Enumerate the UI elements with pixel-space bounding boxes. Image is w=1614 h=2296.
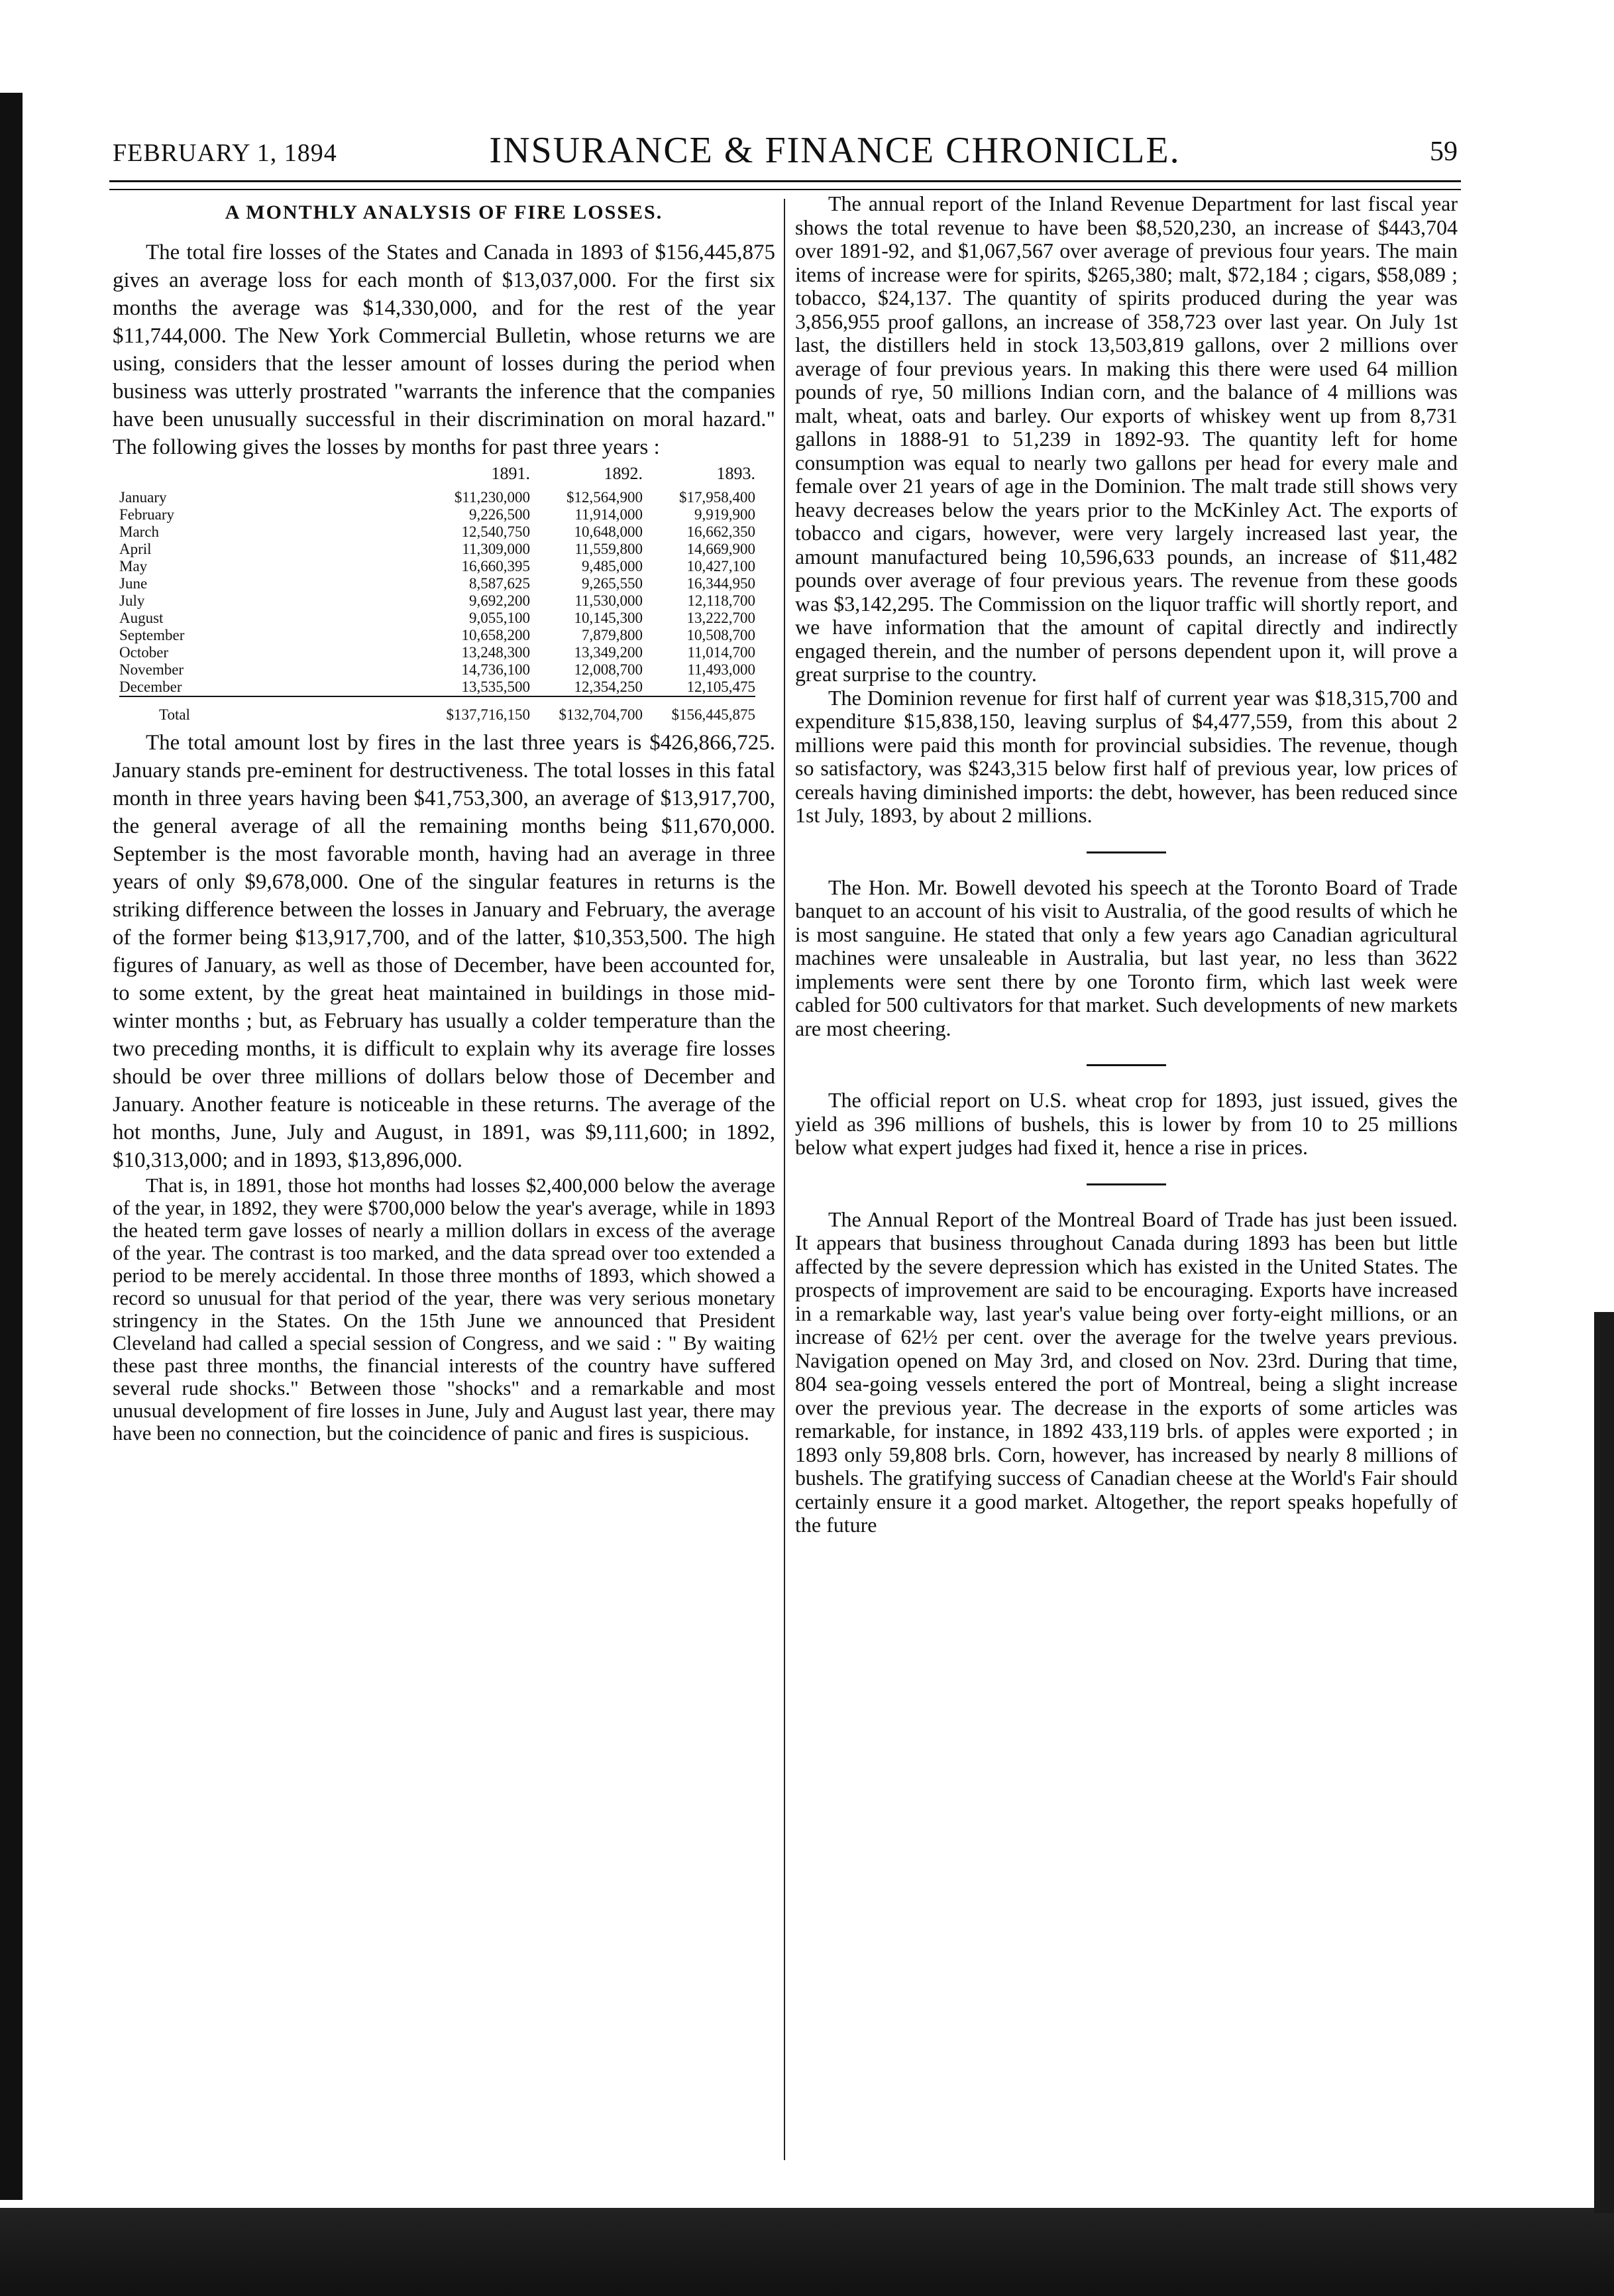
value-1893-cell: 11,493,000 — [687, 661, 755, 678]
right-column — [795, 192, 1458, 1537]
table-header-blank — [119, 465, 417, 489]
table-row — [119, 610, 755, 627]
total-1892: $132,704,700 — [530, 696, 643, 724]
scan-border-left — [0, 93, 23, 2296]
page-number: 59 — [1430, 137, 1458, 167]
value-1892-cell: 12,354,250 — [574, 679, 643, 695]
month-cell: November — [119, 661, 184, 678]
value-1891-cell: 9,055,100 — [469, 610, 530, 626]
month-cell: December — [119, 679, 182, 695]
table-row — [119, 523, 755, 541]
table-header-1892: 1892. — [604, 464, 643, 483]
section-divider — [1087, 1183, 1166, 1185]
value-1892-cell: 9,485,000 — [582, 558, 643, 574]
value-1893-cell: 9,919,900 — [694, 506, 755, 523]
month-cell: April — [119, 541, 152, 557]
value-1893-cell: 16,662,350 — [686, 523, 755, 540]
table-row — [119, 644, 755, 661]
header-rule — [109, 180, 1461, 190]
value-1891-cell: 9,692,200 — [469, 592, 530, 609]
value-1892-cell: 13,349,200 — [574, 644, 643, 661]
section-divider — [1087, 1064, 1166, 1066]
table-header-row — [119, 465, 755, 489]
value-1891-cell: 12,540,750 — [461, 523, 530, 540]
article-paragraph: The total amount lost by fires in the last three years is $426,866,725. January stands pre-eminent for destructiveness. The total losses in this fatal month in three years having been $41,753,300, an average of $13,917,700, the general average of all the remaining months being $11,670,000. September is the most favorable month, having had an average in three years of only $9,678,000. One of the singular features in returns is the striking difference between the losses in January and February, the average of the former being $13,917,700, and of the latter, $10,353,500. The high figures of January, as well as those of December, have been accounted for, to some extent, by the great heat maintained in buildings in those mid-winter months ; but, as February has usually a colder temperature than the two preceding months, it is difficult to explain why its average fire losses should be over three millions of dollars below those of December and January. Another feature is noticeable in these returns. The average of the hot months, June, July and August, in 1891, was $9,111,600; in 1892, $10,313,000; and in 1893, $13,896,000. — [113, 731, 775, 1172]
value-1893-cell: 10,427,100 — [686, 558, 755, 574]
article-intro: The total fire losses of the States and Canada in 1893 of $156,445,875 gives an average loss for each month of $13,037,000. For the first six months the average was $14,330,000, and for the rest of the year $11,744,000. The New York Commercial Bulletin, whose returns we are using, considers that the lesser amount of losses during the period when business was utterly prostrated "warrants the inference that the companies have been unusually successful in their discrimination on moral hazard." The following gives the losses by months for past three years : — [113, 241, 775, 459]
value-1891-cell: 9,226,500 — [469, 506, 530, 523]
article-title: A MONTHLY ANALYSIS OF FIRE LOSSES. — [225, 201, 663, 223]
table-header-1891: 1891. — [491, 464, 530, 483]
value-1891-cell: 13,535,500 — [461, 679, 530, 695]
publication-title: INSURANCE & FINANCE CHRONICLE. — [489, 130, 1181, 171]
value-1891-cell: 11,309,000 — [462, 541, 530, 557]
month-cell: August — [119, 610, 164, 626]
bowell-paragraph: The Hon. Mr. Bowell devoted his speech at the Toronto Board of Trade banquet to an account of his visit to Australia, of the good results of which he is most sanguine. He stated that only a few years ago Canadian agricultural machines were unsaleable in Australia, but last year, no less than 3622 implements were sent there by one Toronto firm, which last week were cabled for 500 cultivators for that market. Such developments of new markets are most cheering. — [795, 875, 1458, 1040]
value-1893-cell: 12,105,475 — [686, 679, 755, 695]
table-row — [119, 679, 755, 696]
value-1892-cell: 10,648,000 — [574, 523, 643, 540]
issue-date: FEBRUARY 1, 1894 — [113, 139, 337, 167]
value-1891-cell: 10,658,200 — [461, 627, 530, 643]
month-cell: February — [119, 506, 175, 523]
table-row — [119, 489, 755, 506]
value-1893-cell: 10,508,700 — [686, 627, 755, 643]
article-paragraph: That is, in 1891, those hot months had losses $2,400,000 below the average of the year, in 1892, they were $700,000 below the year's average, while in 1893 the heated term gave losses of nearly a million dollars in excess of the average of the year. The contrast is too marked, and the data spread over too extended a period to be merely accidental. In those three months of 1893, which showed a record so unusual for that period of the year, there was very serious monetary stringency in the States. On the 15th June we announced that President Cleveland had called a special session of Congress, and we said : " By waiting these past three months, the financial interests of the country have suffered several rude shocks." Between those "shocks" and a remarkable and most unusual development of fire losses in June, July and August last year, there may have been no connection, but the coincidence of panic and fires is suspicious. — [113, 1174, 775, 1445]
value-1893-cell: 11,014,700 — [687, 644, 755, 661]
table-body — [119, 489, 755, 696]
table-row — [119, 575, 755, 592]
total-label: Total — [119, 696, 417, 724]
value-1891-cell: 16,660,395 — [461, 558, 530, 574]
board-of-trade-paragraph: The Annual Report of the Montreal Board of Trade has just been issued. It appears that business throughout Canada during 1893 has been but little affected by the severe depression which has existed in the United States. The prospects of improvement are said to be encouraging. Exports have increased in a remarkable way, last year's value being over forty-eight millions, or an increase of 62½ per cent. over the average for the twelve years previous. Navigation opened on May 3rd, and closed on Nov. 23rd. During that time, 804 sea-going vessels entered the port of Montreal, being a slight increase over the previous year. The decrease in the exports of some articles was remarkable, for instance, in 1892 433,119 brls. of apples were exported ; in 1893 only 59,808 brls. Corn, however, has increased by nearly 8 millions of bushels. The gratifying success of Canadian cheese at the World's Fair should certainly ensure it a good market. Altogether, the report speaks hopefully of the future — [795, 1207, 1458, 1537]
value-1893-cell: 14,669,900 — [686, 541, 755, 557]
value-1891-cell: 13,248,300 — [461, 644, 530, 661]
section-divider — [1087, 851, 1166, 853]
scan-border-bottom — [0, 2200, 1614, 2296]
inland-revenue-paragraph: The annual report of the Inland Revenue Department for last fiscal year shows the total revenue to have been $8,520,230, an increase of $443,704 over 1891-92, and $1,067,567 over average of previous four years. The main items of increase were for spirits, $265,380; malt, $72,184 ; cigars, $58,089 ; tobacco, $24,137. The quantity of spirits produced during the year was 3,856,955 proof gallons, an increase of 358,723 over last year. On July 1st last, the distillers held in stock 13,503,819 gallons, over 2 millions over average of four previous years. In making this there were used 64 million pounds of rye, 50 millions Indian corn, and the balance of 4 millions was malt, wheat, oats and barley. Our exports of whiskey went up from 8,731 gallons in 1888-91 to 51,239 in 1892-93. The quantity left for home consumption was equal to nearly two gallons per head for every male and female over 21 years of age in the Dominion. The malt trade still shows very heavy decreases below the years prior to the McKinley Act. The exports of tobacco and cigars, however, were very largely increased last year, the amount manufactured being 10,596,633 pounds, an increase of $11,482 pounds over average of four previous years. The revenue from these goods was $3,142,295. The Commission on the liquor traffic will shortly report, and we have information that the amount of capital directly and indirectly engaged therein, and the number of persons dependent upon it, will prove a great surprise to the country. — [795, 191, 1458, 686]
wheat-crop-paragraph: The official report on U.S. wheat crop for 1893, just issued, gives the yield as 396 millions of bushels, this is lower by from 10 to 25 millions below what expert judges had fixed it, hence a rise in prices. — [795, 1088, 1458, 1159]
total-1893: $156,445,875 — [643, 696, 755, 724]
table-total-row — [119, 696, 755, 724]
value-1893-cell: 12,118,700 — [687, 592, 755, 609]
table-row — [119, 661, 755, 679]
month-cell: May — [119, 558, 148, 574]
value-1892-cell: 11,530,000 — [574, 592, 643, 609]
value-1892-cell: 7,879,800 — [582, 627, 643, 643]
month-cell: March — [119, 523, 160, 540]
value-1893-cell: 13,222,700 — [686, 610, 755, 626]
value-1891-cell: 14,736,100 — [461, 661, 530, 678]
month-cell: October — [119, 644, 169, 661]
value-1892-cell: 11,559,800 — [574, 541, 643, 557]
table-row — [119, 506, 755, 523]
value-1891-cell: $11,230,000 — [454, 489, 530, 506]
value-1891-cell: 8,587,625 — [469, 575, 530, 592]
month-cell: January — [119, 489, 167, 506]
value-1892-cell: 12,008,700 — [574, 661, 643, 678]
value-1893-cell: $17,958,400 — [679, 489, 755, 506]
value-1893-cell: 16,344,950 — [686, 575, 755, 592]
month-cell: June — [119, 575, 148, 592]
month-cell: July — [119, 592, 145, 609]
value-1892-cell: 10,145,300 — [574, 610, 643, 626]
value-1892-cell: 11,914,000 — [574, 506, 643, 523]
left-column — [113, 192, 775, 1445]
scan-border-right — [1594, 1312, 1614, 2213]
table-row — [119, 627, 755, 644]
month-cell: September — [119, 627, 185, 643]
dominion-revenue-paragraph: The Dominion revenue for first half of current year was $18,315,700 and expenditure $15,838,150, leaving surplus of $4,477,559, from this about 2 millions were paid this month for provincial subsidies. The revenue, though so satisfactory, was $243,315 below first half of previous year, low prices of cereals having diminished imports: the debt, however, has been reduced since 1st July, 1893, by about 2 millions. — [795, 685, 1458, 827]
table-row — [119, 541, 755, 558]
total-1891: $137,716,150 — [417, 696, 530, 724]
table-header-1893: 1893. — [716, 464, 755, 483]
fire-loss-table — [119, 465, 755, 724]
value-1892-cell: 9,265,550 — [582, 575, 643, 592]
table-row — [119, 558, 755, 575]
table-row — [119, 592, 755, 610]
page-header — [113, 129, 1458, 176]
value-1892-cell: $12,564,900 — [566, 489, 643, 506]
column-rule — [784, 199, 785, 2160]
